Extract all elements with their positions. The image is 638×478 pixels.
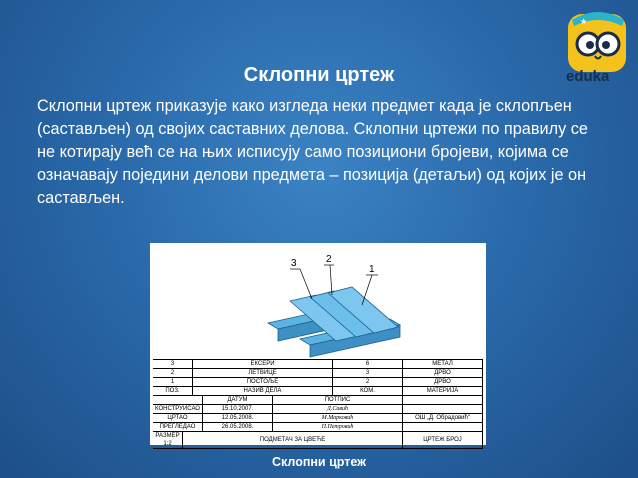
pallet-illustration: [150, 243, 486, 361]
table-header-row: [153, 387, 483, 396]
cell: [153, 432, 183, 448]
cell: ЛЕТВИЦЕ: [193, 369, 333, 377]
drawing-name: ПОДМЕТАЧ ЗА ЦВЕЋЕ: [183, 432, 403, 448]
header-cell: КОМ.: [333, 387, 403, 395]
cell: [403, 396, 483, 404]
header-cell: МАТЕРИЈА: [403, 387, 483, 395]
cell: [153, 396, 203, 404]
cell: 6: [333, 360, 403, 368]
scale-label: РАЗМЕР: [155, 433, 180, 439]
cell: 2: [333, 378, 403, 386]
cell: ОШ „Д. Обрадовић“: [403, 414, 483, 422]
cell: 1: [153, 378, 193, 386]
cell: 26.05.2008.: [203, 423, 273, 431]
header-cell: ПОЗ.: [153, 387, 193, 395]
position-label-2: 2: [326, 254, 332, 265]
cell: ПОТПИС: [273, 396, 403, 404]
cell: ДРВО: [403, 378, 483, 386]
cell: ДАТУМ: [203, 396, 273, 404]
table-row: [153, 359, 483, 369]
cell: 12.05.2008.: [203, 414, 273, 422]
cell: ЕКСЕРИ: [193, 360, 333, 368]
cell: МЕТАЛ: [403, 360, 483, 368]
svg-text:★: ★: [580, 17, 588, 26]
slide-title: Склопни цртеж: [243, 64, 395, 86]
table-row: [153, 414, 483, 423]
logo-text: eduka: [566, 68, 610, 85]
title-block-header: [153, 396, 483, 405]
cell: 3: [153, 360, 193, 368]
cell: [403, 405, 483, 413]
drawing-number-label: ЦРТЕЖ БРОЈ: [403, 432, 483, 448]
cell: 2: [153, 369, 193, 377]
cell: ПОСТОЉЕ: [193, 378, 333, 386]
parts-list-table: [153, 359, 483, 449]
cell: М.Марковић: [273, 414, 403, 422]
position-label-3: 3: [291, 258, 297, 269]
cell: ДРВО: [403, 369, 483, 377]
table-row: [153, 405, 483, 414]
header-cell: НАЗИВ ДЕЛА: [193, 387, 333, 395]
cell: 3: [333, 369, 403, 377]
table-row: [153, 369, 483, 378]
cell: ПРЕГЛЕДАО: [153, 423, 203, 431]
image-caption: Склопни цртеж: [271, 455, 367, 469]
position-label-1: 1: [369, 264, 375, 275]
table-row: [153, 378, 483, 387]
cell: П.Петровић: [273, 423, 403, 431]
body-paragraph: Склопни цртеж приказује како изгледа неки предмет када је склопљен (састављен) од својих саставних делова. Склопни цртежи по правилу се не котирају већ се на њих исписују само позициони бројеви, којима се означавају поједини делови предмета – позиција (детаљи) од којих је он састављен.: [37, 97, 588, 207]
scale-value: 1:2: [163, 441, 172, 447]
cell: ЦРТАО: [153, 414, 203, 422]
cell: 15.10.2007.: [203, 405, 273, 413]
cell: [403, 423, 483, 431]
table-row: [153, 423, 483, 432]
table-row: [153, 432, 483, 449]
assembly-drawing: [150, 243, 486, 445]
cell: КОНСТРУИСАО: [153, 405, 203, 413]
cell: Д.Савић: [273, 405, 403, 413]
